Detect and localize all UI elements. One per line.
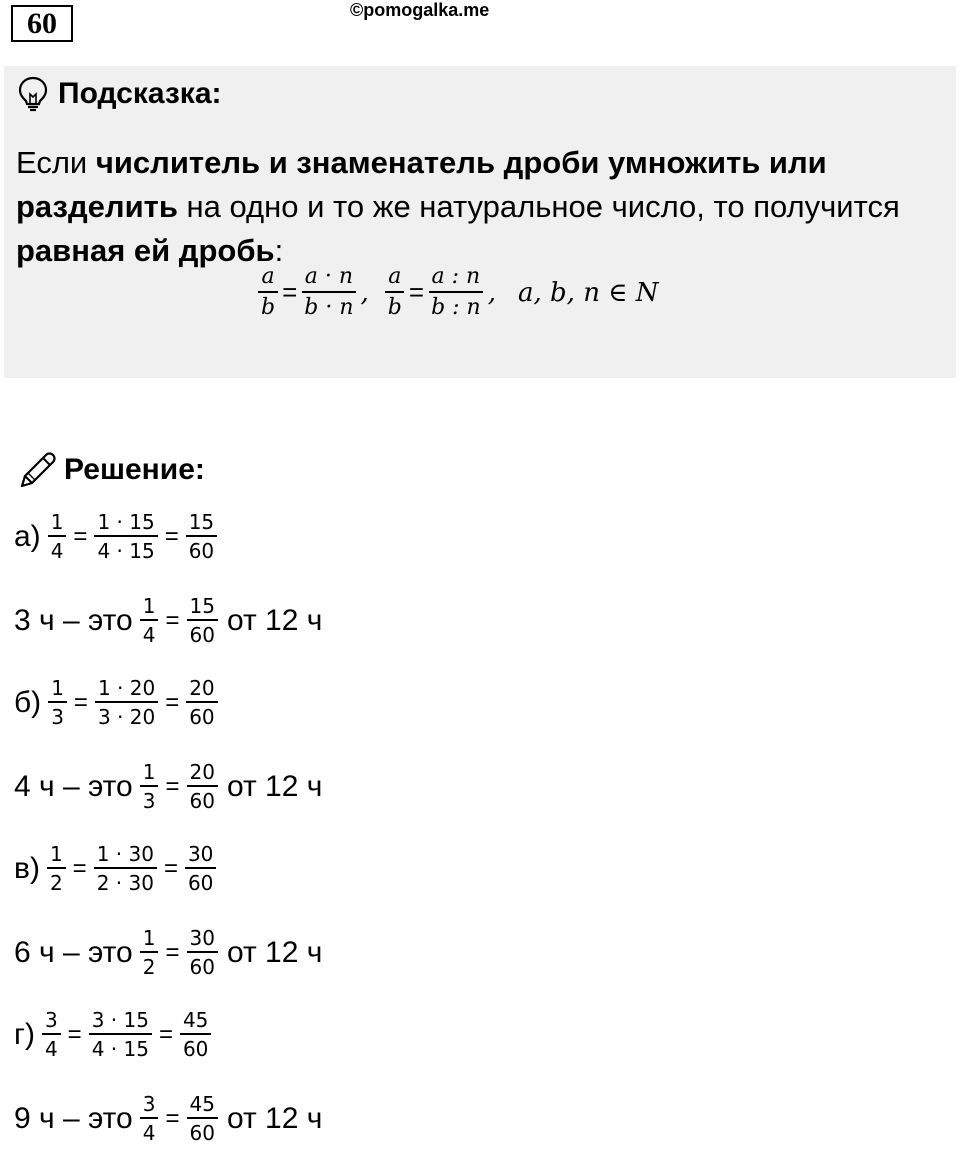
equals-sign: = bbox=[73, 522, 88, 550]
fraction bbox=[187, 1094, 218, 1143]
numerator: 1 bbox=[48, 678, 67, 703]
formula-tail: a, b, n ∈ N bbox=[517, 277, 659, 308]
denominator: 60 bbox=[189, 1121, 215, 1145]
numerator: 3 · 15 bbox=[89, 1010, 152, 1035]
equals-sign: = bbox=[165, 772, 180, 800]
numerator: 1 bbox=[47, 844, 66, 869]
hint-header bbox=[18, 76, 222, 112]
hint-text-p3: : bbox=[274, 233, 284, 268]
equals-sign: = bbox=[165, 606, 180, 634]
denominator: 4 · 15 bbox=[97, 539, 155, 563]
hint-title: Подсказка: bbox=[58, 77, 222, 110]
line-prefix: в) bbox=[14, 851, 40, 885]
fraction bbox=[185, 844, 216, 893]
line-prefix: 3 ч – это bbox=[14, 603, 133, 637]
denominator: 2 bbox=[49, 871, 63, 895]
line-suffix: от 12 ч bbox=[226, 1101, 323, 1135]
numerator: 3 bbox=[140, 1094, 159, 1119]
numerator: 15 bbox=[186, 512, 217, 537]
formula-frac-2 bbox=[301, 266, 356, 319]
solution-line bbox=[14, 596, 322, 645]
hint-text-p1: Если bbox=[16, 145, 96, 180]
denominator: b bbox=[387, 295, 402, 320]
numerator: 30 bbox=[187, 928, 218, 953]
line-suffix: от 12 ч bbox=[226, 769, 323, 803]
numerator: a bbox=[258, 266, 277, 293]
denominator: 4 bbox=[44, 1037, 58, 1061]
numerator: 1 · 15 bbox=[94, 512, 157, 537]
fraction bbox=[89, 1010, 152, 1059]
fraction bbox=[180, 1010, 211, 1059]
equals-sign: = bbox=[408, 277, 425, 307]
equals-sign: = bbox=[165, 688, 180, 716]
line-prefix: 9 ч – это bbox=[14, 1101, 133, 1135]
solution-line bbox=[14, 1094, 322, 1143]
solution-line bbox=[14, 1010, 214, 1059]
numerator: 20 bbox=[186, 678, 217, 703]
numerator: 45 bbox=[187, 1094, 218, 1119]
equals-sign: = bbox=[72, 854, 87, 882]
denominator: 60 bbox=[189, 705, 215, 729]
numerator: 1 bbox=[140, 596, 159, 621]
solution-header bbox=[18, 450, 205, 490]
denominator: 3 bbox=[142, 789, 156, 813]
numerator: 1 · 20 bbox=[95, 678, 158, 703]
equals-sign: = bbox=[158, 1020, 173, 1048]
comma: , bbox=[360, 277, 369, 308]
denominator: 4 bbox=[50, 539, 64, 563]
numerator: 1 · 30 bbox=[94, 844, 157, 869]
fraction bbox=[95, 678, 158, 727]
denominator: 60 bbox=[182, 1037, 209, 1061]
line-prefix: 4 ч – это bbox=[14, 769, 133, 803]
hint-text-p2: на одно и то же натуральное число, то получится bbox=[177, 189, 900, 224]
watermark: ©pomogalka.me bbox=[350, 0, 490, 20]
numerator: 20 bbox=[187, 762, 218, 787]
numerator: 1 bbox=[48, 512, 67, 537]
numerator: 1 bbox=[140, 762, 159, 787]
equals-sign: = bbox=[73, 688, 88, 716]
numerator: 30 bbox=[185, 844, 216, 869]
numerator: a · n bbox=[302, 266, 356, 293]
hint-text-b2: равная ей дробь bbox=[16, 233, 275, 268]
fraction bbox=[187, 928, 218, 977]
line-prefix: г) bbox=[14, 1017, 35, 1051]
fraction bbox=[94, 844, 157, 893]
equals-sign: = bbox=[164, 522, 179, 550]
pencil-icon bbox=[18, 450, 58, 490]
denominator: 4 · 15 bbox=[91, 1037, 149, 1061]
solution-line bbox=[14, 762, 322, 811]
denominator: 60 bbox=[189, 955, 215, 979]
hint-box bbox=[4, 66, 956, 378]
line-prefix: б) bbox=[14, 685, 42, 719]
denominator: b : n bbox=[431, 295, 481, 320]
line-prefix: а) bbox=[14, 519, 41, 553]
formula-frac-1 bbox=[258, 266, 278, 319]
line-suffix: от 12 ч bbox=[226, 603, 323, 637]
formula-frac-4 bbox=[428, 266, 484, 319]
fraction bbox=[187, 762, 218, 811]
solution-line bbox=[14, 678, 221, 727]
fraction bbox=[140, 596, 159, 645]
fraction bbox=[187, 596, 218, 645]
line-prefix: 6 ч – это bbox=[14, 935, 133, 969]
task-number: 60 bbox=[11, 5, 73, 42]
equals-sign: = bbox=[282, 277, 298, 307]
fraction bbox=[186, 512, 217, 561]
fraction bbox=[48, 678, 67, 727]
hint-text-b1: числитель и знаменатель дроби умножить или разделить bbox=[16, 145, 827, 224]
numerator: 45 bbox=[180, 1010, 211, 1035]
denominator: 60 bbox=[189, 623, 215, 647]
fraction bbox=[42, 1010, 61, 1059]
numerator: a bbox=[385, 266, 404, 293]
denominator: 4 bbox=[142, 1121, 156, 1145]
line-suffix: от 12 ч bbox=[226, 935, 323, 969]
equals-sign: = bbox=[163, 854, 178, 882]
formula-frac-3 bbox=[385, 266, 405, 319]
comma: , bbox=[487, 277, 496, 308]
equals-sign: = bbox=[165, 1104, 180, 1132]
fraction bbox=[140, 762, 159, 811]
solution-line bbox=[14, 512, 220, 561]
denominator: 60 bbox=[188, 539, 215, 563]
denominator: 2 bbox=[142, 955, 156, 979]
fraction bbox=[94, 512, 157, 561]
denominator: 60 bbox=[189, 789, 215, 813]
numerator: 1 bbox=[140, 928, 159, 953]
equals-sign: = bbox=[165, 938, 180, 966]
denominator: 60 bbox=[187, 871, 214, 895]
solution-title: Решение: bbox=[64, 453, 205, 486]
denominator: 3 bbox=[51, 705, 64, 729]
equals-sign: = bbox=[67, 1020, 82, 1048]
hint-formula bbox=[258, 266, 658, 319]
lightbulb-icon bbox=[18, 76, 48, 112]
denominator: b · n bbox=[304, 295, 354, 320]
solution-line bbox=[14, 844, 219, 893]
fraction bbox=[140, 928, 159, 977]
solution-line bbox=[14, 928, 322, 977]
denominator: 4 bbox=[142, 623, 156, 647]
fraction bbox=[48, 512, 67, 561]
numerator: a : n bbox=[429, 266, 484, 293]
fraction bbox=[140, 1094, 159, 1143]
denominator: 3 · 20 bbox=[97, 705, 156, 729]
fraction bbox=[47, 844, 66, 893]
denominator: 2 · 30 bbox=[96, 871, 154, 895]
denominator: b bbox=[261, 295, 276, 320]
fraction bbox=[186, 678, 217, 727]
numerator: 15 bbox=[187, 596, 218, 621]
numerator: 3 bbox=[42, 1010, 61, 1035]
hint-text bbox=[16, 141, 946, 273]
